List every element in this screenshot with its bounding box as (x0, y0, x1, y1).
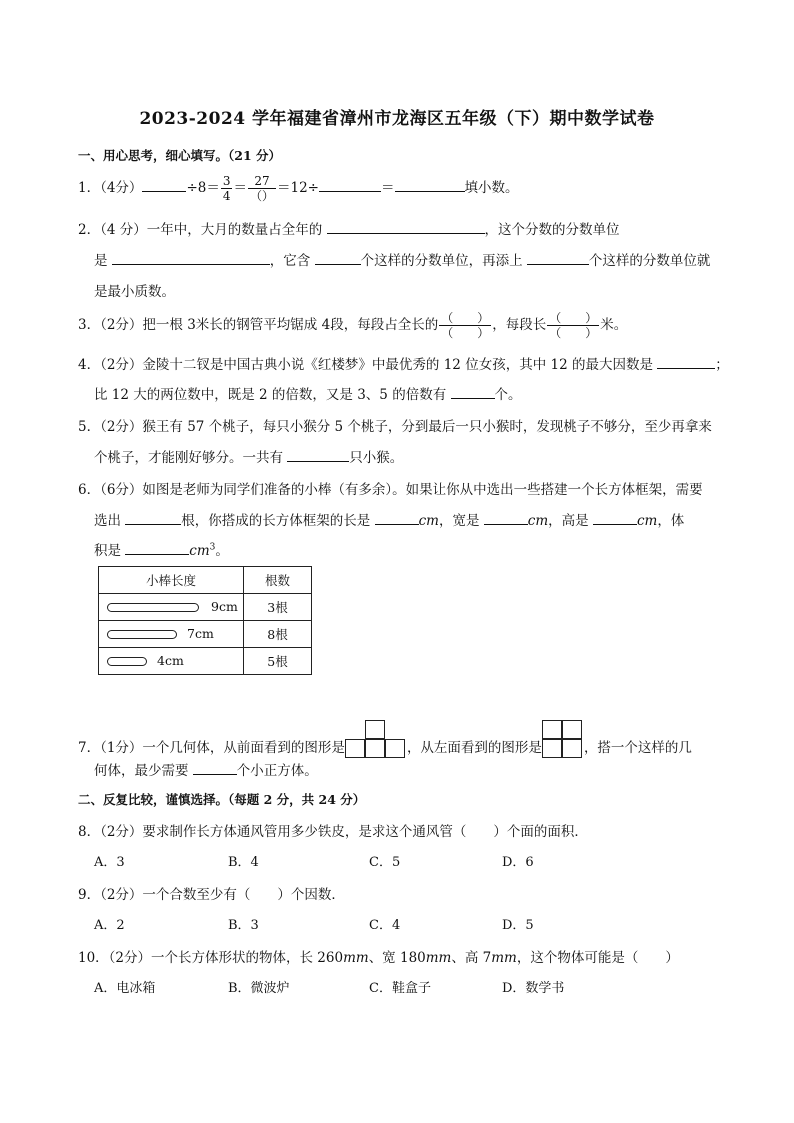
question-5-line-2: 个桃子，才能刚好够分。一共有 只小猴。 (94, 446, 403, 466)
question-5-line-1: 5．（2分）猴王有 57 个桃子，每只小猴分 5 个桃子，分到最后一只小猴时，发现桃子不够分，至少再拿来 (78, 419, 712, 435)
answer-blank[interactable] (327, 219, 485, 234)
answer-blank[interactable] (657, 354, 715, 369)
answer-blank[interactable] (193, 760, 237, 775)
answer-blank[interactable] (484, 510, 528, 525)
question-7-line-1: 7．（1分）一个几何体，从前面看到的图形是 ，从左面看到的图形是 ，搭一个这样的几 (78, 720, 692, 758)
table-row: 7cm 8根 (99, 621, 312, 648)
question-9: 9．（2分）一个合数至少有（ ）个因数． (78, 887, 345, 903)
answer-blank[interactable] (375, 510, 419, 525)
answer-blank[interactable] (142, 177, 186, 192)
option-b[interactable]: B．3 (228, 918, 259, 933)
fraction-blank[interactable]: $\frac{( )}{( )}$ (441, 311, 490, 340)
question-3: 3．（2分）把一根 3米长的钢管平均锯成 4段，每段占全长的 $\frac{( )}{( )}$ ，每段长 $\frac{( )}{( )}$ 米。 (78, 311, 628, 340)
answer-blank[interactable] (593, 510, 637, 525)
answer-blank[interactable] (451, 384, 495, 399)
question-7-line-2: 何体，最少需要 个小正方体。 (94, 759, 318, 779)
table-header-length: 小棒长度 (99, 567, 244, 594)
question-2-line-3: 是最小质数。 (94, 284, 175, 300)
question-2-line-1: 2．（4 分）一年中，大月的数量占全年的 ，这个分数的分数单位 (78, 218, 620, 238)
answer-blank[interactable] (125, 510, 181, 525)
table-row: 9cm 3根 (99, 594, 312, 621)
question-6-line-1: 6．（6分）如图是老师为同学们准备的小棒（有多余）。如果让你从中选出一些搭建一个长方体框架，需要 (78, 482, 703, 498)
option-b[interactable]: B．微波炉 (228, 981, 290, 996)
question-2-line-2: 是 ，它含 个这样的分数单位，再添上 个这样的分数单位就 (94, 249, 710, 269)
option-d[interactable]: D．数学书 (502, 981, 565, 996)
answer-blank[interactable] (125, 540, 189, 555)
answer-blank[interactable] (527, 250, 589, 265)
option-a[interactable]: A．电冰箱 (94, 981, 156, 996)
table-header-count: 根数 (244, 567, 312, 594)
question-10: 10．（2分）一个长方体形状的物体，长 260mm、宽 180mm、高 7mm，这个物体可能是（ ） (78, 950, 679, 966)
section-1-heading: 一、用心思考，细心填写。（21 分） (78, 148, 281, 163)
option-c[interactable]: C．4 (369, 918, 401, 933)
table-row: 4cm 5根 (99, 648, 312, 675)
question-8: 8．（2分）要求制作长方体通风管用多少铁皮，是求这个通风管（ ）个面的面积． (78, 824, 588, 840)
question-6-line-3: 积是 $cm^3$。 (94, 539, 229, 559)
option-d[interactable]: D．6 (502, 855, 534, 870)
answer-blank[interactable] (287, 447, 349, 462)
rod-icon-9cm (107, 603, 199, 612)
rod-icon-7cm (107, 630, 177, 639)
option-d[interactable]: D．5 (502, 918, 534, 933)
option-c[interactable]: C．鞋盒子 (369, 981, 431, 996)
answer-blank[interactable] (112, 250, 270, 265)
front-view-figure (345, 720, 407, 758)
question-4-line-1: 4．（2分）金陵十二钗是中国古典小说《红楼梦》中最优秀的 12 位女孩，其中 12 的最大因数是 ； (78, 353, 729, 373)
fraction: $\frac{3}{4}$ (222, 174, 231, 203)
fraction-blank[interactable]: $\frac{( )}{( )}$ (549, 311, 598, 340)
question-4-line-2: 比 12 大的两位数中，既是 2 的倍数，又是 3、5 的倍数有 个。 (94, 383, 522, 403)
question-6-line-2: 选出 根，你搭成的长方体框架的长是 cm，宽是 cm，高是 cm，体 (94, 509, 684, 529)
option-a[interactable]: A．2 (94, 918, 125, 933)
left-view-figure (542, 720, 584, 758)
answer-blank[interactable] (319, 177, 381, 192)
question-1: 1．（4分） ÷8＝ $\frac{3}{4}$ ＝ $\frac{27}{()}$ ＝12÷ ＝ 填小数。 (78, 174, 519, 203)
section-2-heading: 二、反复比较，谨慎选择。（每题 2 分，共 24 分） (78, 792, 366, 807)
rod-icon-4cm (107, 657, 147, 666)
option-a[interactable]: A．3 (94, 855, 125, 870)
fraction: $\frac{27}{()}$ (249, 174, 274, 203)
option-c[interactable]: C．5 (369, 855, 401, 870)
answer-blank[interactable] (315, 250, 361, 265)
page-title: 2023-2024 学年福建省漳州市龙海区五年级（下）期中数学试卷 (139, 109, 655, 129)
option-b[interactable]: B．4 (228, 855, 259, 870)
answer-blank[interactable] (395, 177, 465, 192)
rod-table (98, 566, 312, 675)
